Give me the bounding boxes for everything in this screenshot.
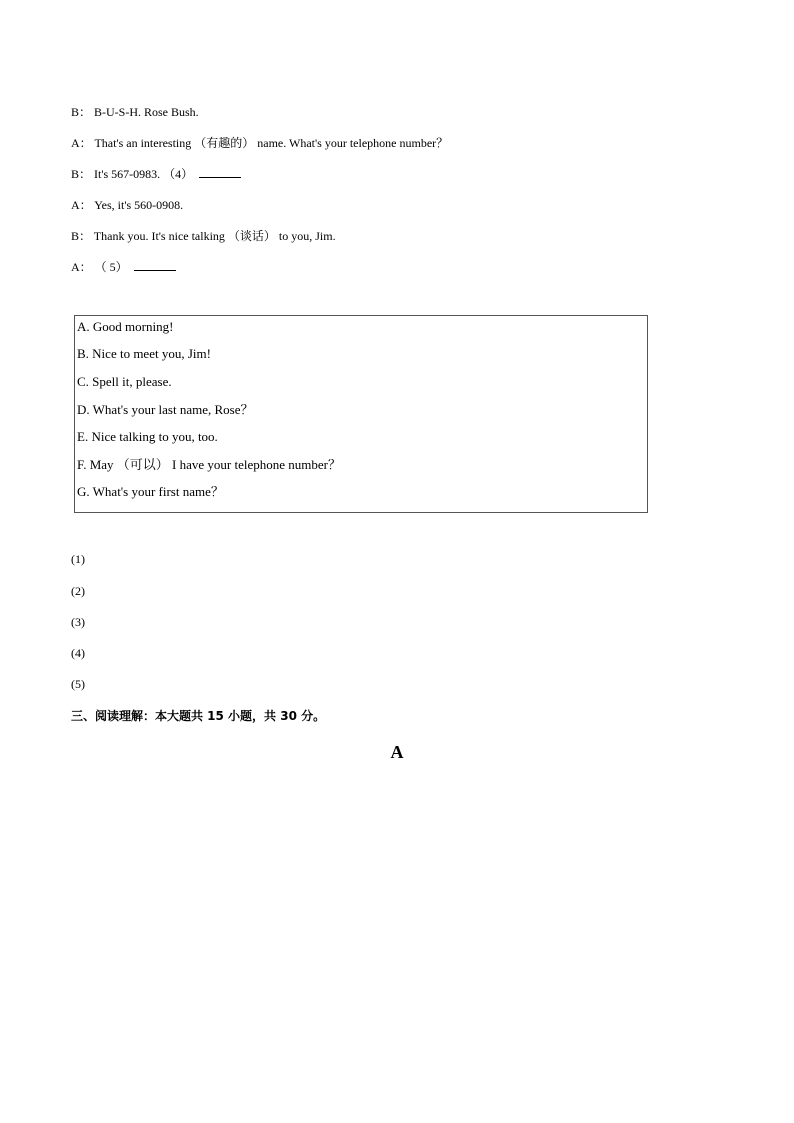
answer-number: (3) xyxy=(71,615,85,629)
option-b: B. Nice to meet you, Jim! xyxy=(77,346,211,361)
dialogue-line: A： Yes, it's 560-0908. xyxy=(71,198,184,212)
option-d: D. What's your last name, Rose？ xyxy=(77,402,254,417)
answer-number: (5) xyxy=(71,677,85,691)
passage-title: A xyxy=(390,742,404,762)
option-g: G. What's your first name？ xyxy=(77,484,224,499)
options-box xyxy=(74,315,648,513)
dialogue-line: A： That's an interesting （有趣的） name. What's your telephone number？ xyxy=(71,136,449,150)
answer-blank[interactable] xyxy=(134,260,176,271)
option-f: F. May （可以） I have your telephone number？ xyxy=(77,457,341,472)
answer-number: (4) xyxy=(71,646,85,660)
dialogue-line: B： Thank you. It's nice talking （谈话） to you, Jim. xyxy=(71,229,336,243)
option-a: A. Good morning! xyxy=(77,319,174,334)
option-e: E. Nice talking to you, too. xyxy=(77,429,218,444)
dialogue-line: A： （ 5） xyxy=(71,259,176,275)
dialogue-line: B： B-U-S-H. Rose Bush. xyxy=(71,105,199,119)
section-heading: 三、阅读理解：本大题共 15 小题，共 30 分。 xyxy=(71,709,326,723)
answer-number: (1) xyxy=(71,552,85,566)
option-c: C. Spell it, please. xyxy=(77,374,172,389)
answer-number: (2) xyxy=(71,584,85,598)
answer-blank[interactable] xyxy=(199,167,241,178)
dialogue-line: B： It's 567-0983. （4） xyxy=(71,166,241,182)
